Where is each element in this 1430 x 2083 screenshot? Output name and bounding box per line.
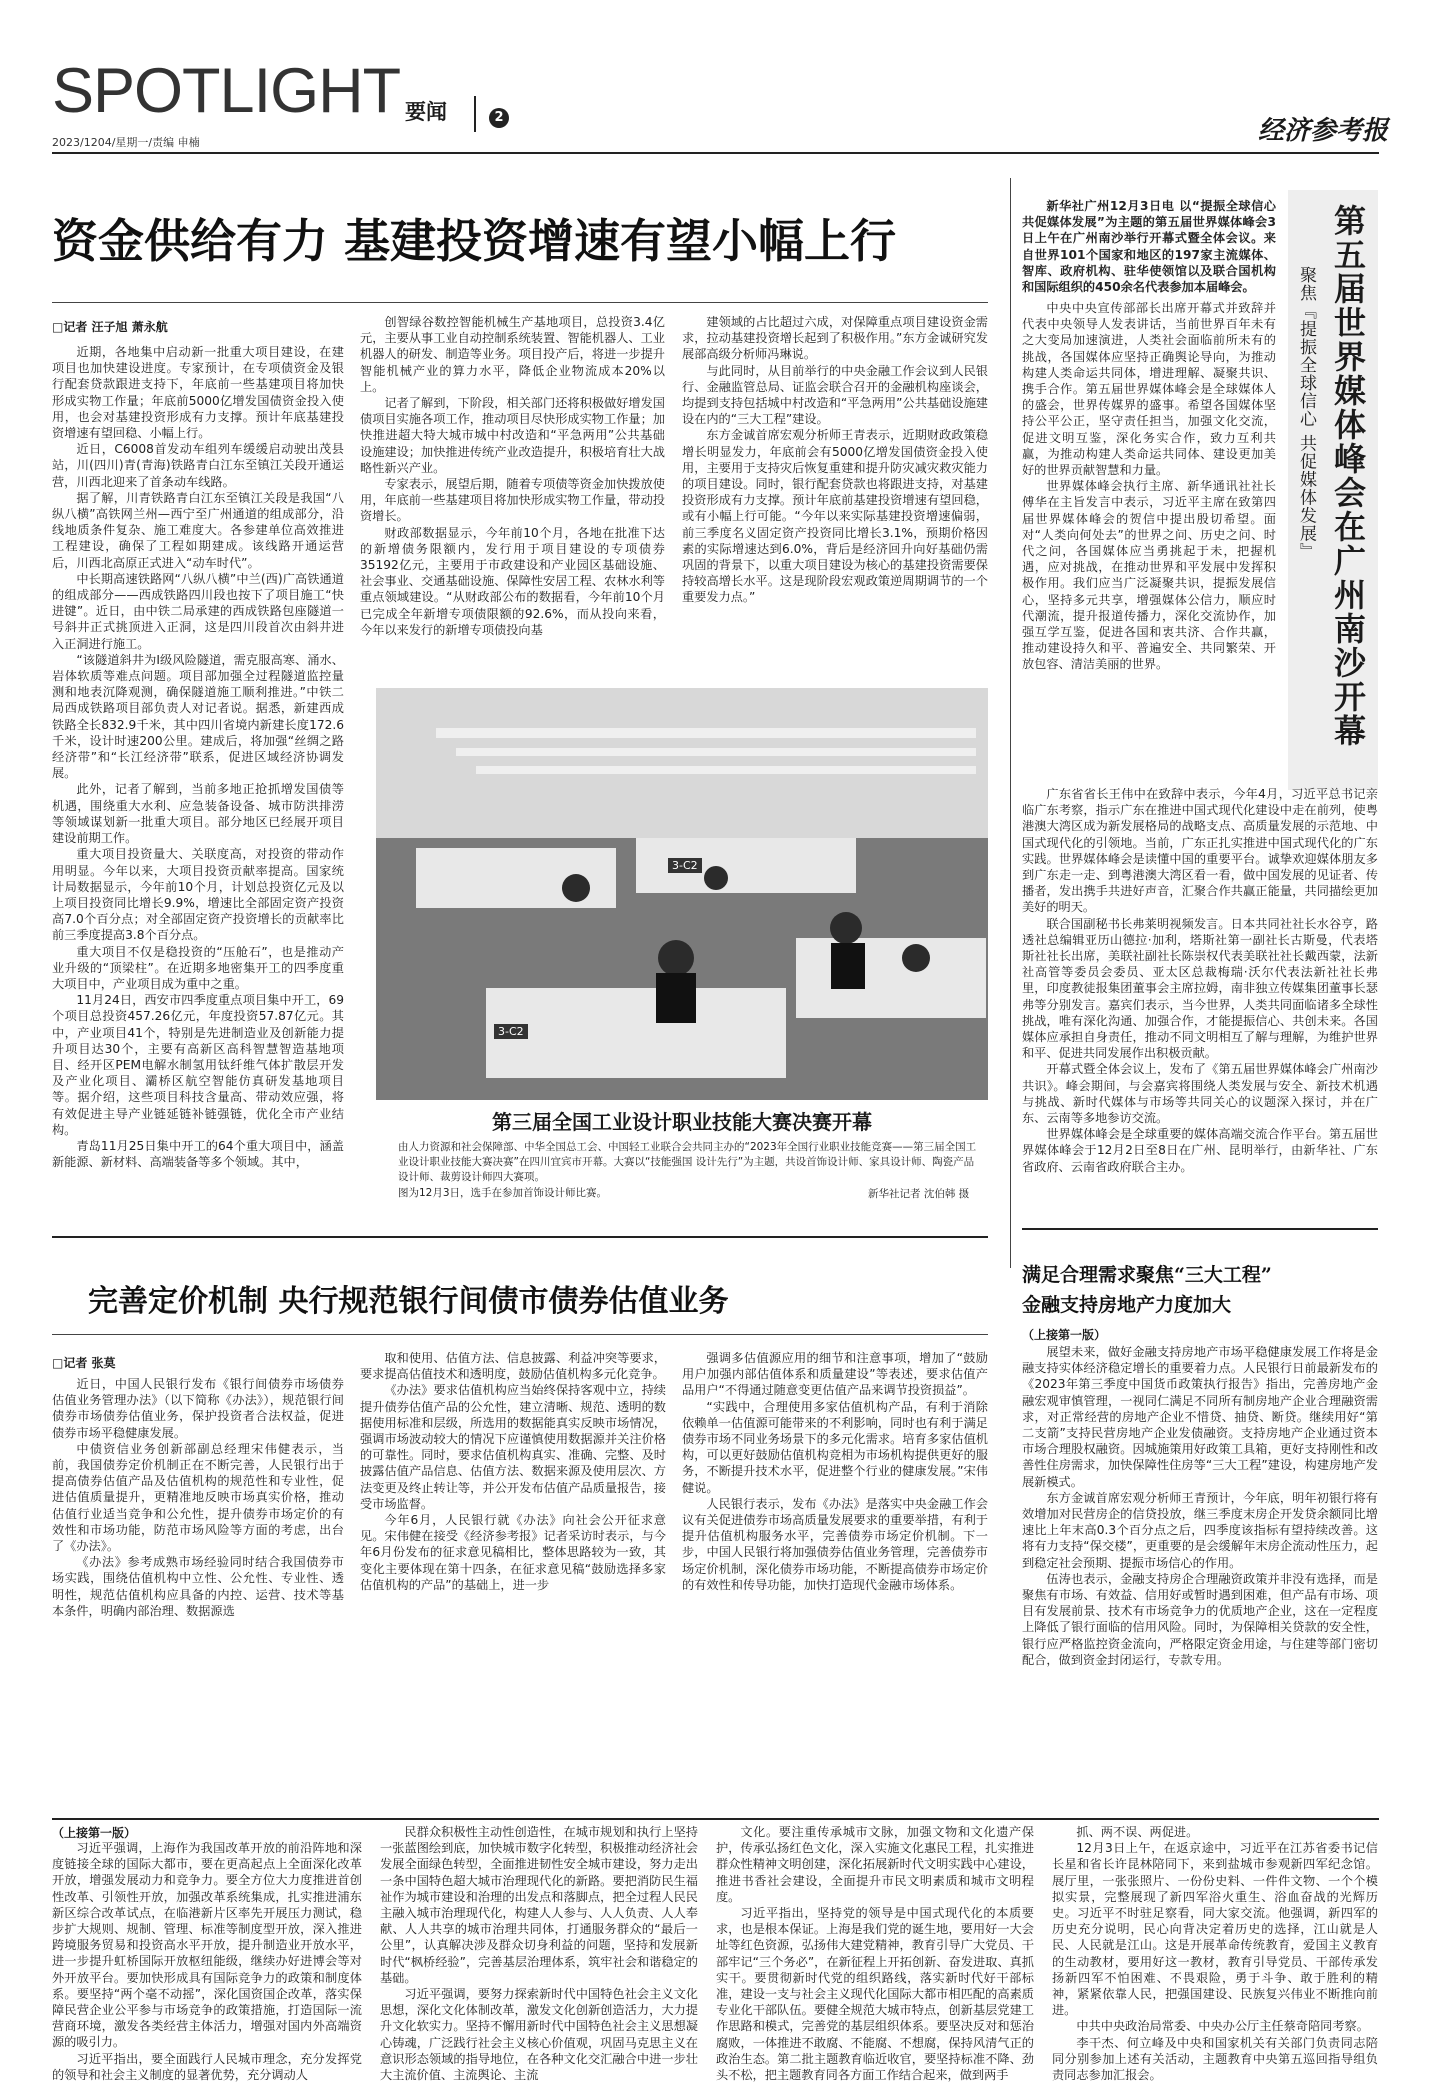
paragraph: 东方金诚首席宏观分析师王青预计，今年底，明年初银行将有效增加对民营房企的信贷投放，继三季度末房企开发贷余额同比增速比上年末高0.3个百分点之后，四季度该指标有望持续改善。这将有力支持“保交楼”，更重要的是会缓解年末房企流动性压力，起到稳定社会预期、提振市场信心的作用。 bbox=[1022, 1490, 1378, 1570]
date-line: 2023/1204/星期一/责编 申楠 bbox=[52, 136, 200, 149]
paragraph: 东方金诚首席宏观分析师王青表示，近期财政政策稳增长明显发力，年底前会有5000亿增发国债资金投入使用，主要用于支持灾后恢复重建和提升防灾减灾救灾能力的项目建设。同时，银行配套贷款也将跟进支持，对基建投资形成有力支撑。预计年底前基建投资增速有望回稳，或有小幅上行可能。“今年以来实际基建投资增速偏弱，前三季度名义固定资产投资同比增长3.1%，预期价格因素的实际增速达到6.0%，背后是经济回升向好基础仍需巩固的背景下，以重大项目建设为核心的基建投资需要保持较高增长水平。这是现阶段宏观政策逆周期调节的一个重要发力点。” bbox=[682, 428, 988, 605]
paragraph: 展望未来，做好金融支持房地产市场平稳健康发展工作将是金融支持实体经济稳定增长的重要着力点。人民银行日前最新发布的《2023年第三季度中国货币政策执行报告》指出，完善房地产金融宏观审慎管理，一视同仁满足不同所有制房地产企业合理融资需求，对正常经营的房地产企业不惜贷、抽贷、断贷。继续用好“第二支箭”支持民营房地产企业发债融资。支持房地产企业通过资本市场合理股权融资。因城施策用好政策工具箱，更好支持刚性和改善性住房需求，加快保障性住房等“三大工程”建设，构建房地产发展新模式。 bbox=[1022, 1345, 1378, 1489]
paragraph: 强调多估值源应用的细节和注意事项，增加了“鼓励用户加强内部估值体系和质量建设”等表述，要求估值产品用户“不得通过随意变更估值产品来调节投资损益”。 bbox=[682, 1351, 988, 1398]
paragraph: 世界媒体峰会是全球重要的媒体高端交流合作平台。第五届世界媒体峰会于12月2日至8日在广州、昆明举行，由新华社、广东省政府、云南省政府联合主办。 bbox=[1022, 1127, 1378, 1174]
paragraph: 建领域的占比超过六成，对保障重点项目建设资金需求，拉动基建投资增长起到了积极作用。”东方金诚研究发展部高级分析师冯琳说。 bbox=[682, 315, 988, 362]
paragraph: 中债资信业务创新部副总经理宋伟健表示，当前，我国债券定价机制正在不断完善，人民银行出于提高债券估值产品及估值机构的规范性和专业性，促进估值质量提升，更精准地反映市场真实价格，推动估值行业适当竞争和公允性，提升债券市场定价的有效性和市场功能，防范市场风险等方面的考虑，出台了《办法》。 bbox=[52, 1441, 344, 1554]
paragraph: 专家表示，展望后期，随着专项债等资金加快拨放使用，年底前一些基建项目将加快形成实物工作量，带动投资增长。 bbox=[360, 477, 665, 524]
booth-label: 3-C2 bbox=[668, 858, 702, 873]
article1-rule bbox=[52, 302, 988, 303]
article4-col1 bbox=[52, 1840, 362, 2082]
paragraph: 联合国副秘书长弗莱明视频发言。日本共同社社长水谷亨，路透社总编辑亚历山德拉·加利，塔斯社第一副社长古斯曼，代表塔斯社社长出席，美联社副社长陈崇权代表美联社社长戴西蒙，法新社高管等委员会委员、亚太区总裁梅瑞·沃尔代表法新社社长弗里，印度教徒报集团董事会主席拉姆，南非独立传媒集团董事长瑟弗等分别发言。嘉宾们表示，当今世界，人类共同面临诸多全球性挑战，唯有深化沟通、加强合作，才能提振信心、共创未来。各国媒体应承担自身责任，推动不同文明相互了解与理解，为维护世界和平、促进共同发展作出积极贡献。 bbox=[1022, 916, 1378, 1061]
photo-caption-text: 由人力资源和社会保障部、中华全国总工会、中国轻工业联合会共同主办的“2023年全国行业职业技能竞赛——第三届全国工业设计职业技能大赛决赛”在四川宜宾市开幕。大赛以“技能强国 设计先行”为主题，共设首饰设计师、家具设计师、陶瓷产品设计师、裁剪设计师四大赛项。 bbox=[398, 1141, 977, 1183]
paragraph: 财政部数据显示，今年前10个月，各地在批准下达的新增债务限额内，发行用于项目建设的专项债券35192亿元，主要用于市政建设和产业园区基础设施、社会事业、交通基础设施、保障性安居工程、农林水利等重点领域建设。“从财政部公布的数据看，今年前10个月已完成全年新增专项债限额的92.6%，而从投向来看，今年以来发行的新增专项债投向基 bbox=[360, 525, 665, 637]
photo-caption-line2: 图为12月3日，选手在参加首饰设计师比赛。 bbox=[398, 1187, 608, 1199]
paragraph: 伍涛也表示，金融支持房企合理融资政策并非没有选择，而是聚焦有市场、有效益、信用好或暂时遇到困难，但产品有市场、项目有发展前景、技术有市场竞争力的优质地产企业，这在一定程度上降低了银行面临的信用风险。同时，为保障相关贷款的安全性，银行应严格监控资金流向，严格限定资金用途，与住建等部门密切配合，做到资金封闭运行，专款专用。 bbox=[1022, 1571, 1378, 1667]
paragraph: 文化。要注重传承城市文脉，加强文物和文化遗产保护，传承弘扬红色文化，深入实施文化惠民工程，扎实推进群众性精神文明创建，深化拓展新时代文明实践中心建设，推进书香社会建设，全面提升市民文明素质和城市文明程度。 bbox=[716, 1825, 1034, 1904]
paragraph: 世界媒体峰会执行主席、新华通讯社社长傅华在主旨发言中表示，习近平主席在致第四届世界媒体峰会的贺信中提出殷切希望。面对“人类向何处去”的世界之问、历史之问、时代之问，各国媒体应当勇挑起于未，把握机遇，应对挑战，在推动世界和平发展中发挥积极作用。我们应当广泛凝聚共识，提振发展信心，坚持多元共享，增强媒体公信力，顺应时代潮流，提升报道传播力，深化交流协作，加强互学互鉴，促进各国和衷共济、合作共赢，推动建设持久和平、普遍安全、共同繁荣、开放包容、清洁美丽的世界。 bbox=[1022, 479, 1276, 672]
article4-col4 bbox=[1052, 1824, 1378, 2083]
sidebar-title: 第五届世界媒体峰会在广州南沙开幕 bbox=[1329, 204, 1367, 748]
article4-col3 bbox=[716, 1824, 1034, 2083]
masthead-divider bbox=[474, 96, 476, 132]
paragraph: 12月3日上午，在返京途中，习近平在江苏省委书记信长星和省长许昆林陪同下，来到盐城市参观新四军纪念馆。展厅里，一张张照片、一份份史料、一件件文物、一个个模拟实景，完整展现了新四军浴火重生、浴血奋战的光辉历史。习近平不时驻足察看，同大家交流。他强调，新四军的历史充分说明，民心向背决定着历史的选择，江山就是人民、人民就是江山。这是开展革命传统教育，爱国主义教育的生动教材，要用好这一教材，教育引导党员、干部传承发扬新四军不怕困难、不畏艰险，勇于斗争、敢于胜利的精神，紧紧依靠人民，把强国建设、民族复兴伟业不断推向前进。 bbox=[1052, 1841, 1378, 2018]
article1-col3 bbox=[682, 314, 988, 676]
page-number-badge: 2 bbox=[489, 108, 509, 128]
paragraph: 此外，记者了解到，当前多地正抢抓增发国债等机遇，围绕重大水利、应急装备设备、城市防洪排涝等领域谋划新一批重大项目。部分地区已经展开项目建设前期工作。 bbox=[52, 782, 344, 846]
paragraph: 李干杰、何立峰及中央和国家机关有关部门负责同志陪同分别参加上述有关活动，主题教育中央第五巡回指导组负责同志参加汇报会。 bbox=[1052, 2035, 1378, 2083]
section-name: 要闻 bbox=[405, 100, 447, 124]
paragraph: “该隧道斜井为Ⅰ级风险隧道，需克服高寒、涌水、岩体软质等难点问题。项目部加强全过程隧道监控量测和地表沉降观测，确保隧道施工顺利推进。”中铁二局西成铁路项目部负责人对记者说。据悉，新建西成铁路全长832.9千米，其中四川省境内新建长度172.6千米，设计时速200公里。建成后，将加强“丝绸之路经济带”和“长江经济带”联系，促进区域经济协调发展。 bbox=[52, 652, 344, 781]
sidebar-divider bbox=[1010, 178, 1011, 1268]
paragraph: 重大项目不仅是稳投资的“压舱石”，也是推动产业升级的“顶梁柱”。在近期多地密集开工的四季度重大项目中，产业项目成为重中之重。 bbox=[52, 944, 344, 991]
sidebar-col-b bbox=[1022, 786, 1378, 1216]
paragraph: 近期，各地集中启动新一批重大项目建设，在建项目也加快建设进度。专家预计，在专项债资金及银行配套贷款跟进支持下，年底前一些基建项目将加快形成实物工作量；年底前5000亿增发国债资金投入使用，也会对基建投资形成有力支撑。预计年底基建投资增速有望回稳、小幅上行。 bbox=[52, 345, 344, 441]
article2-col3 bbox=[682, 1350, 988, 1812]
article2-headline: 完善定价机制 央行规范银行间债市债券估值业务 bbox=[88, 1284, 729, 1319]
article3-rule bbox=[1022, 1228, 1378, 1230]
article2-col1 bbox=[52, 1376, 344, 1812]
article1-byline: □记者 汪子旭 萧永航 bbox=[52, 320, 168, 334]
sidebar-title-box bbox=[1288, 190, 1378, 790]
paragraph: 人民银行表示，发布《办法》是落实中央金融工作会议有关促进债券市场高质量发展要求的重要举措，有利于提升估值机构服务水平，完善债券市场定价机制。下一步，中国人民银行将加强债券估值业务管理，完善债券市场定价机制，深化债券市场功能，不断提高债券市场定价的有效性和传导功能，加快打造现代金融市场体系。 bbox=[682, 1496, 988, 1592]
paragraph: 《办法》参考成熟市场经验同时结合我国债券市场实践，围绕估值机构中立性、公允性、专业性、透明性，规范估值机构应具备的内控、运营、技术等基本条件，明确内部治理、数据源选 bbox=[52, 1555, 344, 1618]
paper-logo: 经济参考报 bbox=[1258, 116, 1389, 146]
article2-byline: □记者 张莫 bbox=[52, 1356, 116, 1370]
continued-label: （上接第一版） bbox=[1022, 1328, 1107, 1342]
paragraph: 广东省省长王伟中在致辞中表示，今年4月，习近平总书记亲临广东考察，指示广东在推进中国式现代化建设中走在前列，使粤港澳大湾区成为新发展格局的战略支点、高质量发展的示范地、中国式现代化的引领地。当前，广东正扎实推进中国式现代化的广东实践。世界媒体峰会是读懂中国的重要平台。诚挚欢迎媒体朋友多到广东走一走、到粤港澳大湾区看一看，做中国发展的见证者、传播者，发出携手共进好声音，汇聚合作共赢正能量，共同描绘更加美好的明天。 bbox=[1022, 787, 1378, 915]
photo-scene bbox=[376, 688, 988, 1100]
article1-col1 bbox=[52, 344, 344, 1262]
paragraph: 今年6月，人民银行就《办法》向社会公开征求意见。宋伟健在接受《经济参考报》记者采访时表示，与今年6月份发布的征求意见稿相比，整体思路较为一致，其变化主要体现在第十四条，在征求意见稿“鼓励选择多家估值机构的产品”的基础上，进一步 bbox=[360, 1513, 666, 1592]
paragraph: 中长期高速铁路网“八纵八横”中兰(西)广高铁通道的组成部分——西成铁路四川段也按下了项目施工“快进键”。近日，由中铁二局承建的西成铁路包座隧道一号斜井正式挑顶进入正洞，这是四川段首次由斜井进入正洞进行施工。 bbox=[52, 571, 344, 651]
paragraph: 开幕式暨全体会议上，发布了《第五届世界媒体峰会广州南沙共识》。峰会期间，与会嘉宾将围绕人类发展与安全、新技术机遇与挑战、新时代媒体与市场等共同关心的议题深入探讨，并在广东、云南等多地参访交流。 bbox=[1022, 1062, 1378, 1126]
competition-photo bbox=[376, 688, 988, 1100]
paragraph: 11月24日，西安市四季度重点项目集中开工，69个项目总投资457.26亿元，年度投资57.87亿元。其中，产业项目41个，特别是先进制造业及创新能力提升项目达30个，主要有高新区高科智慧智造基地项目、经开区PEM电解水制氢用钛纤维气体扩散层开发及产业化项目、灞桥区航空智能仿真研发基地项目等。据介绍，这些项目科技含量高、带动效应强，将有效促进主导产业链延链补链强链，优化全市产业结构。 bbox=[52, 993, 344, 1137]
paragraph: 习近平强调，要努力探索新时代中国特色社会主义文化思想，深化文化体制改革，激发文化创新创造活力，大力提升文化软实力。坚持不懈用新时代中国特色社会主义思想凝心铸魂，广泛践行社会主义核心价值观，巩固马克思主义在意识形态领域的指导地位，在各种文化交汇融合中进一步壮大主流价值、主流舆论、主流 bbox=[380, 1987, 698, 2083]
paragraph: 新华社广州12月3日电 以“提振全球信心 共促媒体发展”为主题的第五届世界媒体峰会3日上午在广州南沙举行开幕式暨全体会议。来自世界101个国家和地区的197家主流媒体、智库、政府机构、驻华使领馆以及联合国机构和国际组织的450余名代表参加本届峰会。 bbox=[1022, 199, 1276, 295]
paragraph: 习近平强调，上海作为我国改革开放的前沿阵地和深度链接全球的国际大都市，要在更高起点上全面深化改革开放，增强发展动力和竞争力。要全方位大力度推进首创性改革、引领性开放，加强改革系统集成，扎实推进浦东新区综合改革试点，在临港新片区率先开展压力测试，稳步扩大规则、规制、管理、标准等制度型开放，深入推进跨境服务贸易和投资高水平开放，提升制造业开放水平，进一步提升虹桥国际开放枢纽能级，继续办好进博会等对外开放平台。要加快形成具有国际竞争力的政策和制度体系。要坚持“两个毫不动摇”，深化国资国企改革，落实保障民营企业公平参与市场竞争的政策措施，打造国际一流营商环境，激发各类经营主体活力，增强对国内外高端资源的吸引力。 bbox=[52, 1841, 362, 2050]
article4-rule bbox=[52, 1818, 1379, 1820]
article2-col2 bbox=[360, 1350, 666, 1812]
sidebar-subtitle: 聚焦『提振全球信心 共促媒体发展』 bbox=[1296, 266, 1316, 561]
paragraph: 重大项目投资量大、关联度高，对投资的带动作用明显。今年以来，大项目投资贡献率提高。国家统计局数据显示，今年前10个月，计划总投资亿元及以上项目投资同比增长9.9%，增速比全部固定资产投资高7.0个百分点；对全部固定资产投资增长的贡献率比前三季度提高3.8个百分点。 bbox=[52, 847, 344, 943]
article4-col2 bbox=[380, 1824, 698, 2083]
paragraph: 与此同时，从目前举行的中央金融工作会议到人民银行、金融监管总局、证监会联合召开的金融机构座谈会，均提到支持包括城中村改造和“平急两用”公共基础设施建设在内的“三大工程”建设。 bbox=[682, 363, 988, 427]
paragraph: 习近平指出，要全面践行人民城市理念，充分发挥党的领导和社会主义制度的显著优势，充分调动人 bbox=[52, 2051, 362, 2082]
paragraph: 据了解，川青铁路青白江东至镇江关段是我国“八纵八横”高铁网兰州—西宁至广州通道的组成部分，沿线地质条件复杂、施工难度大。各参建单位高效推进工程建设，确保了工程如期建成。该线路开通运营后，川西北高原正式进入“动车时代”。 bbox=[52, 490, 344, 570]
paragraph: 习近平指出，坚持党的领导是中国式现代化的本质要求，也是根本保证。上海是我们党的诞生地，要用好一大会址等红色资源，弘扬伟大建党精神，教育引导广大党员、干部牢记“三个务必”，在新征程上开拓创新、奋发进取、真抓实干。要贯彻新时代党的组织路线，落实新时代好干部标准，建设一支与社会主义现代化国际大都市相匹配的高素质专业化干部队伍。要健全规范大城市特点，创新基层党建工作思路和模式，完善党的基层组织体系。要坚决反对和惩治腐败，一体推进不敢腐、不能腐、不想腐，保持风清气正的政治生态。第二批主题教育临近收官，要坚持标准不降、劲头不松，把主题教育同各方面工作结合起来，做到两手 bbox=[716, 1906, 1034, 2083]
paragraph: 近日，C6008首发动车组列车缓缓启动驶出茂县站，川(四川)青(青海)铁路青白江东至镇江关段开通运营，川西北迎来了首条动车线路。 bbox=[52, 442, 344, 489]
paragraph: 创智绿谷数控智能机械生产基地项目，总投资3.4亿元，主要从事工业自动控制系统装置、智能机器人、工业机器人的研发、制造等业务。项目投产后，将进一步提升智能机械产业的算力水平，降低企业物流成本20%以上。 bbox=[360, 315, 665, 394]
booth-label: 3-C2 bbox=[494, 1024, 528, 1039]
paragraph: 中共中央政治局常委、中央办公厅主任蔡奇陪同考察。 bbox=[1076, 2019, 1369, 2034]
masthead-spotlight: SPOTLIGHT bbox=[52, 56, 401, 126]
article3-headline-line2: 金融支持房地产力度加大 bbox=[1022, 1294, 1232, 1316]
paragraph: 近日，中国人民银行发布《银行间债券市场债券估值业务管理办法》（以下简称《办法》），规范银行间债券市场债券估值业务，保护投资者合法权益，促进债券市场平稳健康发展。 bbox=[52, 1377, 344, 1440]
paragraph: 抓、两不误、两促进。 bbox=[1076, 1825, 1199, 1839]
paragraph: 中央中央宣传部部长出席开幕式并致辞并代表中央领导人发表讲话，当前世界百年未有之大变局加速演进，人类社会面临前所未有的挑战，各国媒体应坚持正确舆论导向，为推动构建人类命运共同体，增进理解、凝聚共识、携手合作。第五届世界媒体峰会是全球媒体人的盛会，世界传媒界的盛事。希望各国媒体坚持公平公正，坚守责任担当，加强文化交流，促进文明互鉴，深化务实合作，致力互利共赢，为推动构建人类命运共同体、建设更加美好的世界贡献智慧和力量。 bbox=[1022, 301, 1276, 478]
article3-headline-line1: 满足合理需求聚焦“三大工程” bbox=[1022, 1264, 1272, 1286]
paragraph: “实践中，合理使用多家估值机构产品，有利于消除依赖单一估值源可能带来的不利影响，同时也有利于满足债券市场不同业务场景下的多元化需求。培育多家估值机构，可以更好鼓励估值机构竞相为市场机构提供更好的服务，不断提升技术水平，促进整个行业的健康发展。”宋伟健说。 bbox=[682, 1399, 988, 1495]
sidebar-col-a bbox=[1022, 300, 1276, 786]
photo-credit: 新华社记者 沈伯韩 摄 bbox=[868, 1188, 970, 1200]
paragraph: 取和使用、估值方法、信息披露、利益冲突等要求，要求提高估值技术和透明度，鼓励估值机构多元化竞争。 bbox=[360, 1351, 666, 1382]
article1-headline: 资金供给有力 基建投资增速有望小幅上行 bbox=[52, 214, 897, 268]
article1-col2 bbox=[360, 314, 665, 676]
sidebar-lead bbox=[1022, 198, 1276, 298]
paragraph: 青岛11月25日集中开工的64个重大项目中，涵盖新能源、新材料、高端装备等多个领域。其中， bbox=[52, 1138, 344, 1170]
article3-body bbox=[1022, 1344, 1378, 1814]
photo-caption-title: 第三届全国工业设计职业技能大赛决赛开幕 bbox=[492, 1110, 872, 1134]
continued-label: （上接第一版） bbox=[52, 1826, 137, 1840]
paragraph: 《办法》要求估值机构应当始终保持客观中立，持续提升债券估值产品的公允性，建立清晰、规范、透明的数据使用标准和层级，所选用的数据能真实反映市场情况，强调市场波动较大的情况下应谨慎使用数据源并关注价格的可靠性。同时，要求估值机构真实、准确、完整、及时披露估值产品信息、估值方法、数据来源及使用层次、方法变更及终止转让等，并公开发布估值产品质量报告，接受市场监督。 bbox=[360, 1383, 666, 1511]
article2-rule bbox=[52, 1236, 988, 1238]
article2-subrule bbox=[52, 1334, 988, 1335]
masthead-rule bbox=[52, 152, 1379, 154]
paragraph: 记者了解到，下阶段，相关部门还将积极做好增发国债项目实施各项工作，推动项目尽快形成实物工作量；加快推进超大特大城市城中村改造和“平急两用”公共基础设施建设；加快推进传统产业改造提升，积极培育壮大战略性新兴产业。 bbox=[360, 396, 665, 475]
paragraph: 民群众积极性主动性创造性，在城市规划和执行上坚持一张蓝图绘到底，加快城市数字化转型，积极推动经济社会发展全面绿色转型，全面推进韧性安全城市建设，努力走出一条中国特色超大城市治理现代化的新路。要把消防民生福祉作为城市建设和治理的出发点和落脚点，把全过程人民民主融入城市治理现代化，构建人人参与、人人负责、人人奉献、人人共享的城市治理共同体，打通服务群众的“最后一公里”，认真解决涉及群众切身利益的问题，坚持和发展新时代“枫桥经验”，完善基层治理体系，筑牢社会和谐稳定的基础。 bbox=[380, 1825, 698, 1985]
